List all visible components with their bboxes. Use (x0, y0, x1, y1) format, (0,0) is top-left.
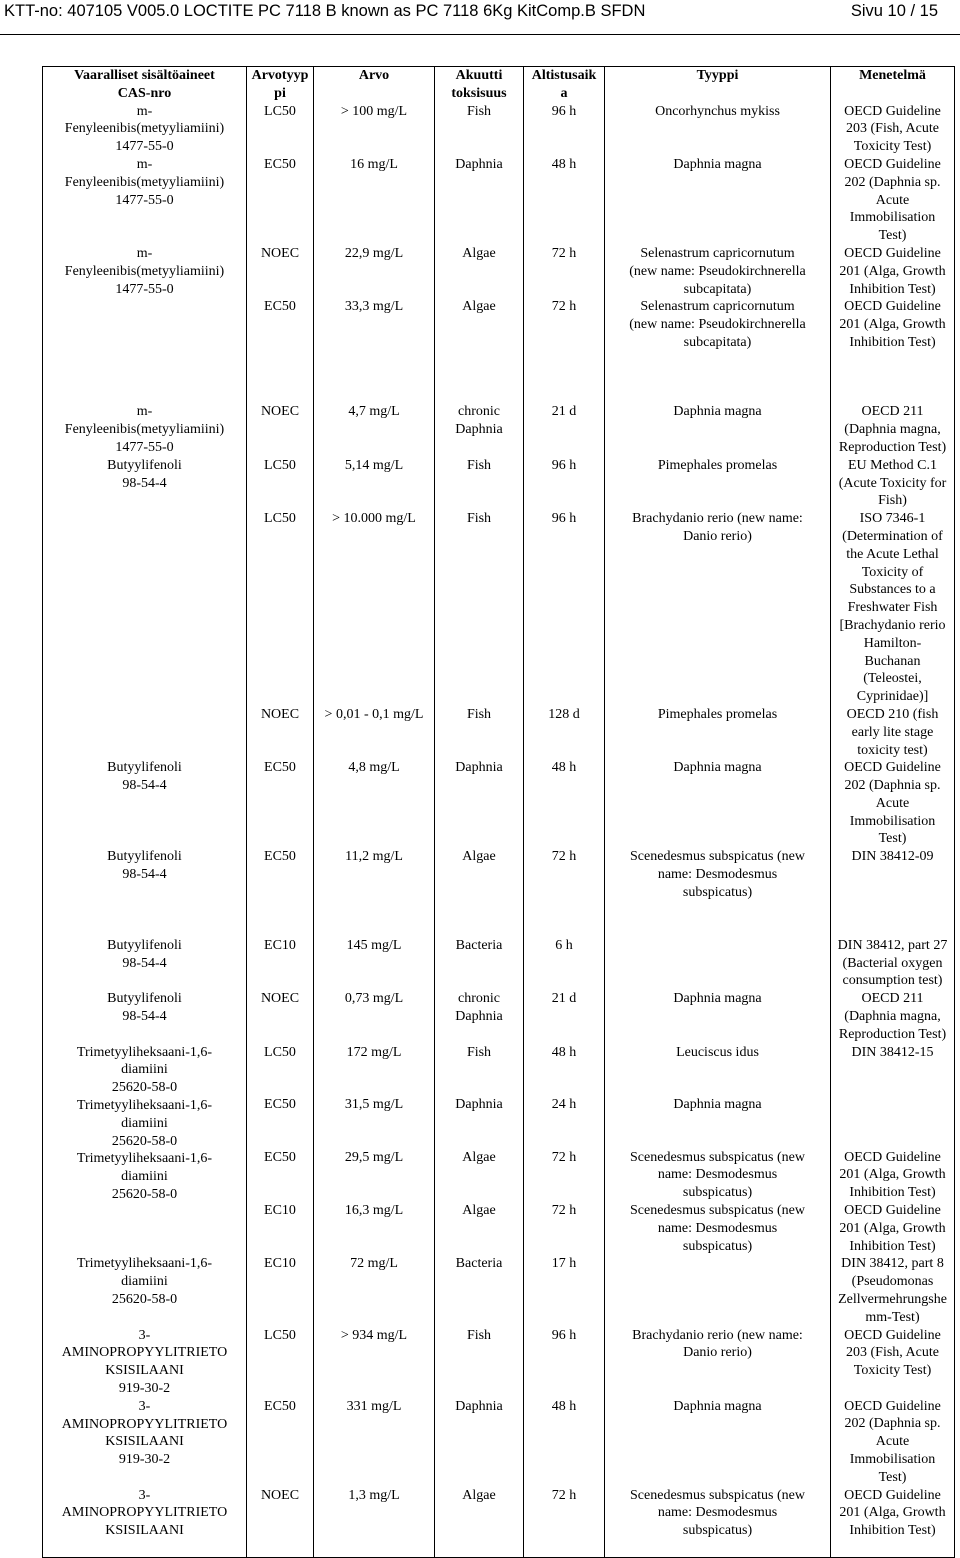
species-cell: Oncorhynchus mykiss (605, 103, 831, 156)
value-type-cell: NOEC (247, 990, 314, 1043)
method-cell: DIN 38412, part 27 (Bacterial oxygen consumption test) (831, 937, 955, 990)
species-cell: Scenedesmus subspicatus (new name: Desmodesmus subspicatus) (605, 1202, 831, 1255)
substance-cell: Butyylifenoli 98-54-4 (43, 990, 247, 1043)
acute-toxicity-cell: Algae (435, 1202, 524, 1255)
value-cell: 29,5 mg/L (314, 1149, 435, 1202)
species-cell: Daphnia magna (605, 1398, 831, 1487)
exposure-time-cell: 72 h (524, 1149, 605, 1202)
value-type-cell: LC50 (247, 1044, 314, 1097)
species-cell: Selenastrum capricornutum (new name: Pseudokirchnerella subcapitata) (605, 245, 831, 298)
acute-toxicity-cell: Algae (435, 848, 524, 937)
value-type-cell: NOEC (247, 403, 314, 456)
acute-toxicity-cell: Daphnia (435, 759, 524, 848)
species-cell: Scenedesmus subspicatus (new name: Desmodesmus subspicatus) (605, 1149, 831, 1202)
table-row (43, 990, 955, 1043)
value-cell: > 10.000 mg/L (314, 510, 435, 706)
value-cell: 145 mg/L (314, 937, 435, 990)
method-cell: OECD Guideline 201 (Alga, Growth Inhibition Test) (831, 1149, 955, 1202)
value-cell: > 100 mg/L (314, 103, 435, 156)
value-type-cell: EC50 (247, 759, 314, 848)
page-number: Sivu 10 / 15 (850, 2, 938, 20)
method-cell: DIN 38412-09 (831, 848, 955, 937)
species-cell (605, 937, 831, 990)
column-header-acute-toxicity: Akuutti toksisuus (435, 67, 524, 103)
exposure-time-cell: 21 d (524, 990, 605, 1043)
column-header-exposure-time: Altistusaik a (524, 67, 605, 103)
species-cell: Brachydanio rerio (new name: Danio rerio) (605, 1327, 831, 1398)
value-cell: 11,2 mg/L (314, 848, 435, 937)
column-header-substance: Vaaralliset sisältöaineet CAS-nro (43, 67, 247, 103)
table-row (43, 103, 955, 156)
value-type-cell: EC10 (247, 1255, 314, 1326)
substance-cell: Trimetyyliheksaani-1,6- diamiini 25620-58-0 (43, 1255, 247, 1326)
exposure-time-cell: 72 h (524, 1202, 605, 1255)
method-cell: OECD Guideline 201 (Alga, Growth Inhibition Test) (831, 1487, 955, 1558)
species-cell: Brachydanio rerio (new name: Danio rerio) (605, 510, 831, 706)
column-header-method: Menetelmä (831, 67, 955, 103)
substance-cell: m- Fenyleenibis(metyyliamiini) 1477-55-0 Butyylifenoli 98-54-4 (43, 403, 247, 759)
method-cell: OECD Guideline 202 (Daphnia sp. Acute Immobilisation Test) (831, 156, 955, 245)
method-cell: OECD 210 (fish early lite stage toxicity test) (831, 706, 955, 759)
table-row (43, 1255, 955, 1326)
species-cell: Daphnia magna (605, 1096, 831, 1149)
exposure-time-cell: 72 h (524, 298, 605, 403)
substance-cell: Trimetyyliheksaani-1,6- diamiini 25620-58-0 Trimetyyliheksaani-1,6- diamiini 25620-58-0 Trimetyyliheksaani-1,6- diamiini 25620-58-0 (43, 1044, 247, 1256)
method-cell (831, 1096, 955, 1149)
acute-toxicity-cell: Algae (435, 245, 524, 298)
species-cell: Daphnia magna (605, 759, 831, 848)
method-cell: OECD Guideline 201 (Alga, Growth Inhibition Test) (831, 1202, 955, 1255)
value-type-cell: EC50 (247, 1398, 314, 1487)
value-type-cell: EC10 (247, 1202, 314, 1255)
table-body (43, 103, 955, 1557)
value-cell: 5,14 mg/L (314, 457, 435, 510)
species-cell: Scenedesmus subspicatus (new name: Desmodesmus subspicatus) (605, 848, 831, 937)
method-cell: OECD Guideline 202 (Daphnia sp. Acute Immobilisation Test) (831, 1398, 955, 1487)
species-cell: Leuciscus idus (605, 1044, 831, 1097)
exposure-time-cell: 96 h (524, 510, 605, 706)
table-row (43, 1487, 955, 1558)
value-type-cell: LC50 (247, 510, 314, 706)
exposure-time-cell: 24 h (524, 1096, 605, 1149)
method-cell: EU Method C.1 (Acute Toxicity for Fish) (831, 457, 955, 510)
method-cell: OECD Guideline 201 (Alga, Growth Inhibition Test) (831, 245, 955, 298)
acute-toxicity-cell: Algae (435, 1149, 524, 1202)
value-type-cell: EC50 (247, 156, 314, 245)
species-cell (605, 1255, 831, 1326)
species-cell: Selenastrum capricornutum (new name: Pseudokirchnerella subcapitata) (605, 298, 831, 403)
value-cell: 4,7 mg/L (314, 403, 435, 456)
value-type-cell: EC50 (247, 1149, 314, 1202)
method-cell: OECD Guideline 203 (Fish, Acute Toxicity Test) (831, 103, 955, 156)
method-cell: DIN 38412-15 (831, 1044, 955, 1097)
acute-toxicity-cell: Fish (435, 706, 524, 759)
column-header-value-type: Arvotyyp pi (247, 67, 314, 103)
species-cell: Pimephales promelas (605, 706, 831, 759)
exposure-time-cell: 6 h (524, 937, 605, 990)
header-divider (0, 34, 960, 35)
exposure-time-cell: 17 h (524, 1255, 605, 1326)
table-row (43, 759, 955, 848)
value-type-cell: EC50 (247, 298, 314, 403)
method-cell: ISO 7346-1 (Determination of the Acute Lethal Toxicity of Substances to a Freshwater Fish [Brachydanio rerio Hamilton- Buchanan (Teleostei, Cyprinidae)] (831, 510, 955, 706)
value-cell: 33,3 mg/L (314, 298, 435, 403)
value-cell: 16,3 mg/L (314, 1202, 435, 1255)
exposure-time-cell: 48 h (524, 1044, 605, 1097)
acute-toxicity-cell: Fish (435, 103, 524, 156)
acute-toxicity-cell: Bacteria (435, 1255, 524, 1326)
value-cell: > 934 mg/L (314, 1327, 435, 1398)
value-cell: 0,73 mg/L (314, 990, 435, 1043)
table-row (43, 245, 955, 298)
species-cell: Daphnia magna (605, 156, 831, 245)
value-cell: 331 mg/L (314, 1398, 435, 1487)
table-row (43, 403, 955, 456)
exposure-time-cell: 96 h (524, 1327, 605, 1398)
substance-cell: Butyylifenoli 98-54-4 (43, 759, 247, 848)
substance-cell: Butyylifenoli 98-54-4 (43, 848, 247, 937)
acute-toxicity-cell: Daphnia (435, 1398, 524, 1487)
species-cell: Daphnia magna (605, 403, 831, 456)
table-row (43, 1327, 955, 1398)
exposure-time-cell: 21 d (524, 403, 605, 456)
exposure-time-cell: 72 h (524, 245, 605, 298)
value-cell: 22,9 mg/L (314, 245, 435, 298)
acute-toxicity-cell: chronic Daphnia (435, 990, 524, 1043)
ecotoxicity-table (42, 66, 955, 1558)
value-type-cell: NOEC (247, 245, 314, 298)
acute-toxicity-cell: Fish (435, 1327, 524, 1398)
value-type-cell: EC50 (247, 1096, 314, 1149)
exposure-time-cell: 48 h (524, 759, 605, 848)
exposure-time-cell: 72 h (524, 1487, 605, 1558)
value-type-cell: EC50 (247, 848, 314, 937)
column-header-type: Tyyppi (605, 67, 831, 103)
value-cell: 1,3 mg/L (314, 1487, 435, 1558)
table-row (43, 937, 955, 990)
page-header (0, 0, 960, 22)
table-row (43, 1044, 955, 1097)
acute-toxicity-cell: chronic Daphnia (435, 403, 524, 456)
acute-toxicity-cell: Fish (435, 1044, 524, 1097)
column-header-value: Arvo (314, 67, 435, 103)
species-cell: Pimephales promelas (605, 457, 831, 510)
acute-toxicity-cell: Fish (435, 510, 524, 706)
method-cell: OECD Guideline 202 (Daphnia sp. Acute Immobilisation Test) (831, 759, 955, 848)
document-header-title: KTT-no: 407105 V005.0 LOCTITE PC 7118 B known as PC 7118 6Kg KitComp.B SFDN (4, 2, 646, 20)
acute-toxicity-cell: Bacteria (435, 937, 524, 990)
exposure-time-cell: 96 h (524, 457, 605, 510)
exposure-time-cell: 48 h (524, 156, 605, 245)
acute-toxicity-cell: Daphnia (435, 156, 524, 245)
substance-cell: m- Fenyleenibis(metyyliamiini) 1477-55-0 m- Fenyleenibis(metyyliamiini) 1477-55-0 (43, 103, 247, 245)
substance-cell: 3- AMINOPROPYYLITRIETO KSISILAANI 919-30-2 3- AMINOPROPYYLITRIETO KSISILAANI 919-30-2 (43, 1327, 247, 1487)
value-cell: > 0,01 - 0,1 mg/L (314, 706, 435, 759)
table-header-row (43, 67, 955, 103)
value-cell: 72 mg/L (314, 1255, 435, 1326)
value-cell: 16 mg/L (314, 156, 435, 245)
species-cell: Scenedesmus subspicatus (new name: Desmodesmus subspicatus) (605, 1487, 831, 1558)
method-cell: DIN 38412, part 8 (Pseudomonas Zellvermehrungshe mm-Test) (831, 1255, 955, 1326)
acute-toxicity-cell: Daphnia (435, 1096, 524, 1149)
acute-toxicity-cell: Fish (435, 457, 524, 510)
species-cell: Daphnia magna (605, 990, 831, 1043)
value-type-cell: NOEC (247, 706, 314, 759)
value-cell: 4,8 mg/L (314, 759, 435, 848)
value-type-cell: LC50 (247, 103, 314, 156)
method-cell: OECD Guideline 203 (Fish, Acute Toxicity Test) (831, 1327, 955, 1398)
acute-toxicity-cell: Algae (435, 1487, 524, 1558)
substance-cell: Butyylifenoli 98-54-4 (43, 937, 247, 990)
method-cell: OECD 211 (Daphnia magna, Reproduction Test) (831, 990, 955, 1043)
table-row (43, 848, 955, 937)
method-cell: OECD 211 (Daphnia magna, Reproduction Test) (831, 403, 955, 456)
exposure-time-cell: 72 h (524, 848, 605, 937)
value-type-cell: EC10 (247, 937, 314, 990)
value-type-cell: LC50 (247, 1327, 314, 1398)
exposure-time-cell: 128 d (524, 706, 605, 759)
exposure-time-cell: 96 h (524, 103, 605, 156)
value-type-cell: NOEC (247, 1487, 314, 1558)
value-cell: 31,5 mg/L (314, 1096, 435, 1149)
substance-cell: 3- AMINOPROPYYLITRIETO KSISILAANI (43, 1487, 247, 1558)
method-cell: OECD Guideline 201 (Alga, Growth Inhibition Test) (831, 298, 955, 403)
acute-toxicity-cell: Algae (435, 298, 524, 403)
exposure-time-cell: 48 h (524, 1398, 605, 1487)
value-type-cell: LC50 (247, 457, 314, 510)
value-cell: 172 mg/L (314, 1044, 435, 1097)
substance-cell: m- Fenyleenibis(metyyliamiini) 1477-55-0 (43, 245, 247, 403)
